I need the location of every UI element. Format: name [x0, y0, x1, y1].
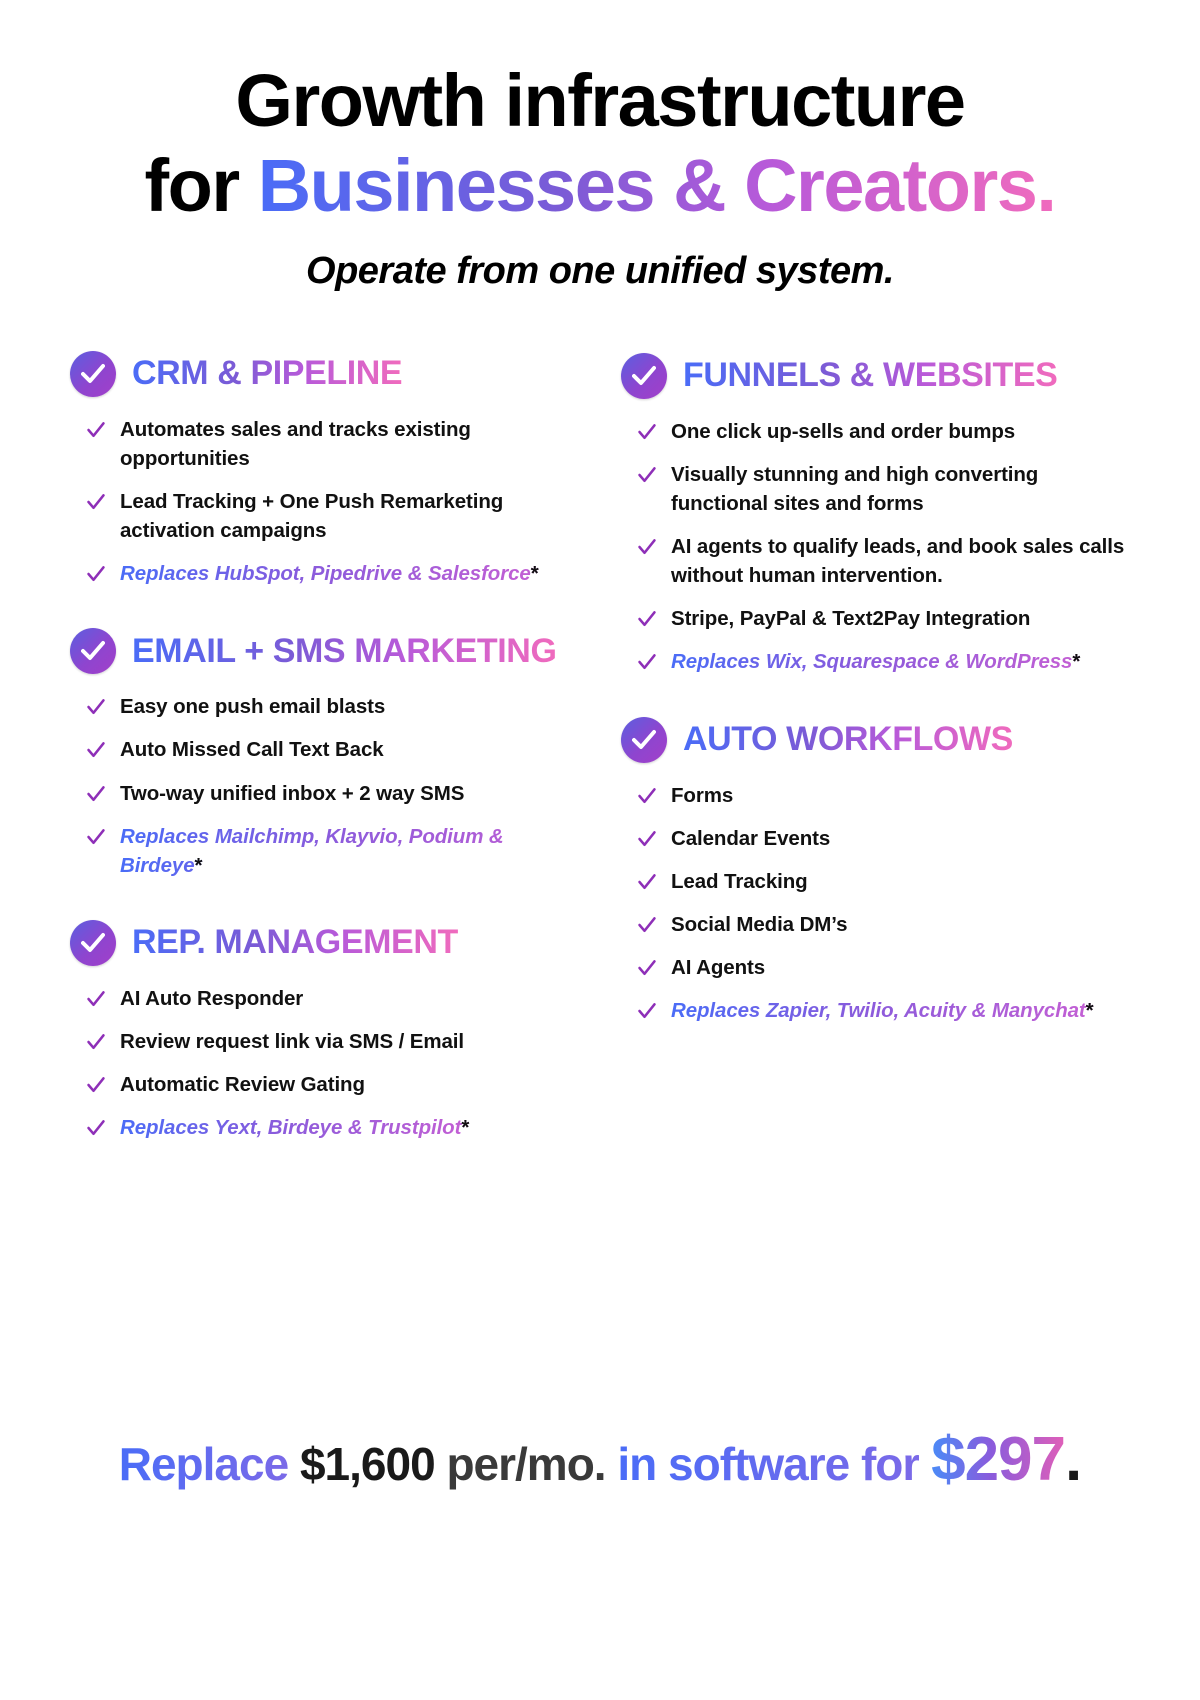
- replaces-note: [671, 996, 1094, 1025]
- replaces-note: [120, 822, 579, 880]
- list-item-text: Visually stunning and high converting functional sites and forms: [671, 462, 1039, 515]
- check-icon: [637, 958, 657, 978]
- footer-period: .: [1065, 1425, 1082, 1494]
- replaces-text: Replaces Mailchimp, Klayvio, Podium & Birdeye: [120, 824, 504, 877]
- list-item: [637, 953, 1130, 982]
- check-circle-icon: [70, 628, 116, 674]
- feature-block-header: [70, 628, 579, 674]
- list-item-text: Automates sales and tracks existing opportunities: [120, 417, 471, 470]
- check-icon: [86, 1075, 106, 1095]
- list-item: [637, 824, 1130, 853]
- list-item-text: Automatic Review Gating: [120, 1073, 365, 1097]
- list-item: [86, 1070, 579, 1099]
- check-icon: [637, 422, 657, 442]
- footer-per: per/mo.: [446, 1438, 606, 1490]
- feature-list: [621, 417, 1130, 677]
- footer-mid-text: in software for: [617, 1438, 920, 1490]
- check-icon: [86, 697, 106, 717]
- check-icon: [86, 1032, 106, 1052]
- feature-block-email-sms: [70, 628, 579, 880]
- footer-price: $297: [931, 1425, 1066, 1494]
- list-item: [86, 1027, 579, 1056]
- list-item: [637, 604, 1130, 633]
- list-item-text: Stripe, PayPal & Text2Pay Integration: [671, 607, 1031, 631]
- pricing-summary: [0, 1424, 1200, 1495]
- replaces-note: [120, 1113, 469, 1142]
- list-item: [637, 647, 1130, 676]
- feature-block-header: [621, 717, 1130, 763]
- feature-block-title: EMAIL + SMS MARKETING: [132, 631, 557, 670]
- feature-block-title: REP. MANAGEMENT: [132, 923, 458, 962]
- feature-list: [70, 415, 579, 589]
- check-icon: [637, 915, 657, 935]
- left-column: [70, 351, 579, 1183]
- list-item: [86, 692, 579, 721]
- list-item: [637, 867, 1130, 896]
- check-icon: [86, 989, 106, 1009]
- headline-accent: Businesses & Creators.: [257, 143, 1056, 227]
- list-item-text: Two-way unified inbox + 2 way SMS: [120, 781, 465, 805]
- footer-replace-word: Replace: [118, 1438, 289, 1490]
- asterisk: *: [194, 853, 203, 877]
- list-item: [86, 559, 579, 588]
- list-item: [637, 460, 1130, 518]
- check-icon: [637, 465, 657, 485]
- check-circle-icon: [70, 920, 116, 966]
- feature-block-header: [70, 920, 579, 966]
- check-icon: [86, 740, 106, 760]
- replaces-text: Replaces Wix, Squarespace & WordPress: [671, 650, 1073, 674]
- replaces-note: [120, 559, 539, 588]
- check-icon: [637, 609, 657, 629]
- check-circle-icon: [621, 353, 667, 399]
- right-column: [621, 351, 1130, 1183]
- list-item-text: Calendar Events: [671, 826, 831, 850]
- list-item-text: Lead Tracking + One Push Remarketing activation campaigns: [120, 489, 504, 543]
- feature-block-header: [621, 353, 1130, 399]
- page-title: [70, 60, 1130, 228]
- list-item-text: AI agents to qualify leads, and book sales calls without human intervention.: [671, 535, 1125, 588]
- check-icon: [637, 537, 657, 557]
- list-item: [86, 735, 579, 764]
- check-icon: [86, 1118, 106, 1138]
- feature-block-funnels-websites: [621, 353, 1130, 677]
- list-item-text: Forms: [671, 783, 734, 807]
- list-item: [86, 822, 579, 880]
- list-item: [86, 984, 579, 1013]
- list-item-text: AI Auto Responder: [120, 986, 304, 1010]
- headline-prefix: for: [144, 143, 258, 227]
- feature-block-rep-management: [70, 920, 579, 1142]
- list-item-text: Auto Missed Call Text Back: [120, 738, 384, 762]
- asterisk: *: [461, 1116, 470, 1140]
- feature-columns: [70, 351, 1130, 1183]
- footer-amount: $1,600: [299, 1438, 435, 1490]
- feature-list: [621, 781, 1130, 1026]
- list-item: [86, 487, 579, 545]
- feature-block-header: [70, 351, 579, 397]
- list-item-text: One click up-sells and order bumps: [671, 419, 1016, 443]
- list-item: [637, 532, 1130, 590]
- asterisk: *: [530, 562, 539, 586]
- replaces-text: Replaces Zapier, Twilio, Acuity & Manychat: [671, 999, 1086, 1023]
- list-item-text: Review request link via SMS / Email: [120, 1029, 464, 1053]
- list-item: [86, 1113, 579, 1142]
- feature-block-crm: [70, 351, 579, 589]
- asterisk: *: [1072, 650, 1081, 674]
- replaces-note: [671, 647, 1080, 676]
- check-icon: [86, 784, 106, 804]
- list-item-text: Lead Tracking: [671, 869, 808, 893]
- check-circle-icon: [70, 351, 116, 397]
- list-item: [86, 415, 579, 473]
- check-icon: [637, 1001, 657, 1021]
- list-item: [637, 996, 1130, 1025]
- list-item-text: Easy one push email blasts: [120, 695, 386, 719]
- check-icon: [86, 827, 106, 847]
- list-item: [637, 781, 1130, 810]
- feature-block-title: CRM & PIPELINE: [132, 354, 403, 393]
- check-icon: [637, 829, 657, 849]
- headline-line-1: Growth infrastructure: [235, 59, 965, 142]
- check-icon: [637, 652, 657, 672]
- list-item: [637, 910, 1130, 939]
- asterisk: *: [1085, 999, 1094, 1023]
- check-icon: [637, 786, 657, 806]
- replaces-text: Replaces HubSpot, Pipedrive & Salesforce: [120, 562, 531, 586]
- check-circle-icon: [621, 717, 667, 763]
- list-item: [637, 417, 1130, 446]
- feature-block-auto-workflows: [621, 717, 1130, 1026]
- feature-list: [70, 692, 579, 880]
- list-item-text: Social Media DM’s: [671, 912, 848, 936]
- list-item: [86, 779, 579, 808]
- subheadline: Operate from one unified system.: [306, 249, 894, 292]
- check-icon: [86, 420, 106, 440]
- check-icon: [86, 492, 106, 512]
- replaces-text: Replaces Yext, Birdeye & Trustpilot: [120, 1116, 462, 1140]
- list-item-text: AI Agents: [671, 955, 766, 979]
- check-icon: [637, 872, 657, 892]
- check-icon: [86, 564, 106, 584]
- headline-line-2: [70, 145, 1130, 228]
- feature-block-title: FUNNELS & WEBSITES: [683, 356, 1058, 395]
- feature-list: [70, 984, 579, 1142]
- feature-block-title: AUTO WORKFLOWS: [683, 720, 1013, 759]
